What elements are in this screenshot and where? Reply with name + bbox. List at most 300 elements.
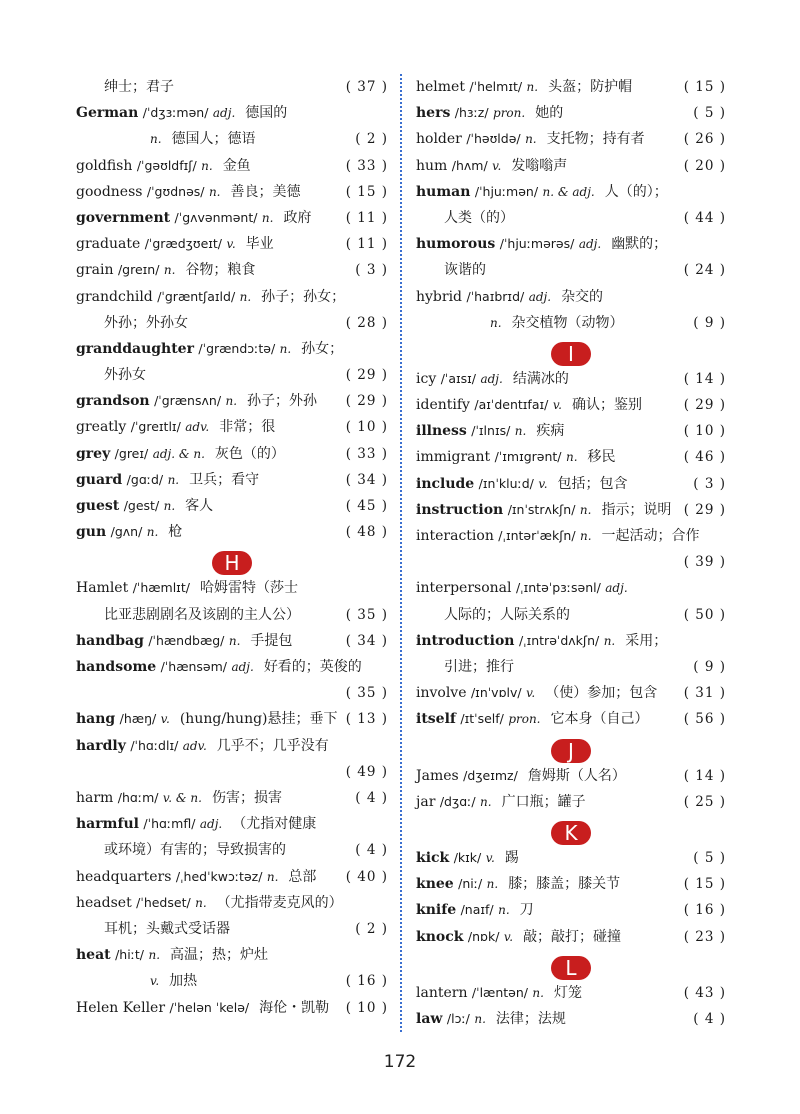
dictionary-entry: [416, 684, 726, 710]
page-ref-number: 25: [695, 793, 715, 810]
page-ref: ( 43 ): [683, 984, 726, 1001]
dictionary-entry: [416, 632, 726, 684]
dictionary-entry: [76, 946, 388, 998]
dictionary-entry: [76, 235, 388, 261]
page-ref: ( 35 ): [345, 685, 388, 702]
meaning: 德国的: [245, 105, 288, 122]
part-of-speech: pron.: [508, 712, 541, 727]
meaning: 踢: [504, 849, 519, 866]
dictionary-entry: [416, 875, 726, 901]
page-ref-number: 14: [695, 370, 715, 387]
dictionary-entry: [416, 130, 726, 156]
entry-main-line: [76, 789, 282, 807]
phonetic: /ˈhjuːmən/: [474, 183, 539, 199]
page-ref-number: 29: [357, 393, 377, 410]
dictionary-entry: [416, 288, 726, 340]
dictionary-entry: [76, 737, 388, 789]
dictionary-entry: [76, 288, 388, 340]
part-of-speech: adj. & n.: [152, 446, 205, 461]
page-ref-number: 45: [357, 498, 377, 515]
meaning: 孙女；: [301, 340, 344, 357]
page-ref-number: 14: [695, 767, 715, 784]
meaning: 灯笼: [553, 984, 582, 1001]
page-ref: ( 3 ): [693, 475, 726, 492]
part-of-speech: n.: [195, 895, 207, 910]
phonetic: /naɪf/: [460, 902, 494, 918]
dictionary-entry: [416, 767, 726, 793]
entry-continuation-line: [104, 314, 188, 332]
meaning: 谷物；粮食: [185, 262, 256, 279]
headword: Hamlet: [76, 580, 129, 597]
meaning: 支托物；持有者: [546, 131, 645, 148]
headword: identify: [416, 397, 470, 414]
page-ref: ( 33 ): [345, 157, 388, 174]
meaning: 外孙女: [104, 367, 146, 384]
meaning: 政府: [283, 209, 312, 226]
meaning: 刀: [519, 902, 534, 919]
phonetic: /ˈgrænsʌn/: [154, 393, 222, 409]
entry-continuation-line: [150, 972, 197, 990]
page-ref: ( 48 ): [345, 524, 388, 541]
meaning: 发嗡嗡声: [511, 157, 568, 174]
headword: headset: [76, 894, 132, 911]
phonetic: /ˈdʒɜːmən/: [142, 105, 209, 121]
page-ref: ( 31 ): [683, 685, 726, 702]
entry-main-line: [416, 684, 657, 702]
page-ref: ( 20 ): [683, 157, 726, 174]
meaning: 哈姆雷特（莎士: [199, 580, 298, 597]
phonetic: /ɪnˈstrʌkʃn/: [507, 501, 576, 517]
page-ref: ( 34 ): [345, 632, 388, 649]
headword: goldfish: [76, 157, 133, 174]
page-ref: ( 26 ): [683, 131, 726, 148]
entry-continuation-line: [104, 841, 286, 859]
headword: lantern: [416, 984, 468, 1001]
phonetic: /gɑːd/: [126, 471, 164, 487]
meaning: 人际的；人际关系的: [444, 606, 570, 623]
headword: James: [416, 767, 459, 784]
dictionary-entry: [76, 999, 388, 1025]
entry-continuation-line: [490, 314, 624, 332]
part-of-speech: v.: [150, 974, 160, 989]
meaning: 引进；推行: [444, 659, 514, 676]
dictionary-entry: [76, 789, 388, 815]
page-ref-number: 29: [695, 397, 715, 414]
meaning: 詹姆斯（人名）: [527, 767, 626, 784]
part-of-speech: n.: [239, 289, 252, 304]
phonetic: /kɪk/: [453, 849, 482, 865]
page-ref: ( 11 ): [345, 209, 388, 226]
dictionary-entry: [416, 104, 726, 130]
page-ref-number: 29: [695, 501, 715, 518]
phonetic: /ˈgʌvənmənt/: [174, 209, 258, 225]
page-ref-number: 4: [366, 842, 377, 859]
dictionary-entry: [76, 392, 388, 418]
phonetic: /ˈhelmɪt/: [469, 79, 523, 94]
part-of-speech: v.: [485, 850, 495, 865]
page-ref-number: 11: [357, 209, 377, 226]
phonetic: /ˈgəʊldfɪʃ/: [136, 157, 197, 173]
entry-main-line: [416, 527, 700, 545]
headword: handsome: [76, 659, 157, 675]
page-ref-number: 29: [357, 367, 377, 384]
section-letter-badge: I: [551, 342, 591, 366]
phonetic: /ˈhedset/: [136, 894, 191, 910]
page-ref-number: 26: [695, 131, 715, 148]
meaning: 好看的；英俊的: [263, 659, 362, 675]
entry-main-line: [416, 396, 642, 414]
phonetic: /dʒeɪmz/: [463, 767, 518, 783]
headword: immigrant: [416, 449, 491, 466]
entry-main-line: [76, 946, 268, 964]
page-ref: ( 4 ): [693, 1010, 726, 1027]
meaning: 或环境）有害的；导致损害的: [104, 842, 286, 859]
page-ref: ( 33 ): [345, 445, 388, 462]
entry-main-line: [76, 445, 285, 463]
entry-continuation-line: [444, 658, 514, 676]
page-ref: ( 5 ): [693, 849, 726, 866]
page-ref-number: 3: [704, 475, 715, 492]
part-of-speech: n.: [225, 394, 238, 409]
entry-main-line: [416, 475, 628, 493]
part-of-speech: n.: [474, 1011, 486, 1026]
part-of-speech: adv.: [185, 420, 210, 435]
meaning: 毕业: [245, 236, 274, 253]
phonetic: /ˈaɪsɪ/: [440, 370, 477, 386]
entry-main-line: [416, 767, 626, 785]
part-of-speech: v.: [492, 158, 502, 173]
entry-main-line: [416, 793, 586, 811]
entry-main-line: [76, 392, 317, 410]
headword: German: [76, 105, 139, 122]
entry-continuation-line: [104, 78, 174, 96]
letter-section-header: [416, 737, 726, 767]
meaning: 诙谐的: [444, 262, 486, 279]
meaning: 包括；包含: [557, 475, 628, 492]
part-of-speech: n.: [526, 80, 539, 94]
dictionary-entry: [416, 501, 726, 527]
entry-main-line: [416, 183, 668, 201]
meaning: 德国人；德语: [171, 131, 256, 148]
phonetic: /ˈhjuːmərəs/: [499, 236, 575, 252]
page-ref: ( 50 ): [683, 606, 726, 623]
phonetic: /ˈhaɪbrɪd/: [466, 288, 525, 304]
part-of-speech: n.: [579, 529, 592, 544]
dictionary-entry: [416, 527, 726, 579]
phonetic: /ɪtˈself/: [460, 711, 504, 727]
headword: hardly: [76, 737, 126, 754]
part-of-speech: n.: [148, 948, 161, 963]
part-of-speech: n.: [167, 472, 180, 487]
headword: hers: [416, 105, 451, 122]
meaning: 总部: [288, 868, 317, 885]
page-ref-number: 15: [695, 79, 715, 95]
page-ref-number: 28: [357, 314, 377, 331]
part-of-speech: n.: [490, 315, 502, 330]
dictionary-entry: [76, 78, 388, 104]
page-ref: ( 23 ): [683, 928, 726, 945]
meaning: 海伦・凯勒: [259, 999, 330, 1016]
entry-main-line: [416, 579, 628, 597]
headword: heat: [76, 947, 111, 964]
part-of-speech: adv.: [182, 738, 207, 753]
headword: knee: [416, 876, 454, 893]
entry-main-line: [416, 632, 667, 650]
letter-section-header: [416, 954, 726, 984]
meaning: 手提包: [250, 632, 293, 649]
phonetic: /ˈgrændɔːtə/: [198, 340, 276, 356]
page-ref-number: 3: [366, 262, 377, 279]
meaning: 杂交植物（动物）: [511, 314, 624, 331]
page-ref-number: 34: [357, 471, 377, 488]
left-column: [76, 78, 388, 1025]
page-ref: ( 5 ): [693, 105, 726, 122]
page-ref: ( 10 ): [345, 999, 388, 1016]
headword: kick: [416, 849, 450, 866]
page-ref: ( 24 ): [683, 262, 726, 279]
headword: grandson: [76, 393, 150, 410]
page-ref-number: 16: [357, 973, 377, 990]
entry-main-line: [76, 157, 251, 175]
headword: introduction: [416, 632, 515, 649]
entry-main-line: [76, 815, 316, 833]
dictionary-entry: [76, 157, 388, 183]
page-ref: ( 29 ): [683, 501, 726, 518]
dictionary-entry: [416, 370, 726, 396]
entry-continuation-line: [444, 261, 486, 279]
dictionary-entry: [76, 868, 388, 894]
headword: hybrid: [416, 288, 463, 305]
meaning: 客人: [185, 498, 214, 515]
headword: handbag: [76, 632, 144, 649]
dictionary-entry: [416, 78, 726, 104]
headword: illness: [416, 423, 467, 440]
headword: goodness: [76, 183, 143, 200]
dictionary-entry: [416, 396, 726, 422]
entry-main-line: [76, 235, 274, 253]
dictionary-entry: [76, 815, 388, 867]
headword: human: [416, 183, 471, 200]
page-ref: ( 39 ): [683, 554, 726, 571]
meaning: 她的: [535, 105, 564, 122]
phonetic: /nɒk/: [467, 928, 500, 944]
entry-main-line: [416, 235, 667, 253]
headword: interpersonal: [416, 580, 512, 597]
phonetic: /ˈhæmlɪt/: [132, 580, 190, 596]
part-of-speech: n.: [228, 633, 241, 648]
page-ref-number: 11: [357, 236, 377, 253]
meaning: 膝；膝盖；膝关节: [508, 876, 621, 893]
dictionary-entry: [76, 523, 388, 549]
page-ref: ( 29 ): [345, 367, 388, 384]
part-of-speech: n.: [201, 158, 213, 173]
entry-main-line: [76, 471, 259, 489]
part-of-speech: n.: [261, 210, 274, 225]
page-ref-number: 9: [704, 659, 715, 676]
phonetic: /gest/: [123, 498, 160, 514]
headword: granddaughter: [76, 340, 194, 357]
page-ref-number: 9: [704, 314, 715, 331]
dictionary-entry: [76, 632, 388, 658]
headword: knife: [416, 902, 457, 919]
entry-main-line: [76, 710, 338, 728]
phonetic: /dʒɑː/: [439, 793, 476, 809]
dictionary-entry: [76, 340, 388, 392]
headword: grey: [76, 445, 111, 462]
dictionary-entry: [76, 418, 388, 444]
meaning: 卫兵；看守: [189, 471, 260, 488]
headword: grain: [76, 262, 114, 279]
dictionary-entry: [76, 209, 388, 235]
page-ref-number: 10: [357, 419, 377, 436]
page-ref: ( 28 ): [345, 314, 388, 331]
entry-continuation-line: [104, 920, 230, 938]
headword: hang: [76, 711, 116, 728]
page-ref: ( 9 ): [693, 314, 726, 331]
page-ref-number: 4: [704, 1010, 715, 1027]
page-ref-number: 2: [366, 131, 377, 148]
part-of-speech: n.: [525, 132, 537, 147]
phonetic: /aɪˈdentɪfaɪ/: [474, 397, 549, 413]
dictionary-entry: [416, 235, 726, 287]
page-ref: ( 10 ): [683, 423, 726, 440]
phonetic: /hɑːm/: [117, 789, 159, 805]
page-ref: ( 13 ): [345, 711, 388, 728]
meaning: 加热: [169, 973, 198, 990]
entry-main-line: [416, 928, 621, 946]
entry-main-line: [76, 183, 300, 201]
dictionary-entry: [76, 261, 388, 287]
entry-continuation-line: [104, 366, 146, 384]
entry-main-line: [416, 288, 603, 306]
headword: jar: [416, 793, 436, 810]
page-ref: ( 4 ): [355, 789, 388, 806]
part-of-speech: v. & n.: [162, 790, 202, 805]
dictionary-entry: [76, 710, 388, 736]
page-ref-number: 40: [357, 868, 377, 885]
page-ref-number: 44: [695, 209, 715, 226]
entry-main-line: [416, 501, 671, 519]
page-ref-number: 33: [357, 445, 377, 462]
part-of-speech: n.: [486, 877, 499, 892]
meaning: 它本身（自己）: [550, 711, 649, 728]
dictionary-entry: [76, 104, 388, 156]
entry-main-line: [76, 288, 345, 306]
phonetic: /ˈgræntʃaɪld/: [157, 288, 236, 304]
part-of-speech: v.: [538, 476, 548, 491]
page-ref-number: 15: [357, 183, 377, 200]
part-of-speech: n.: [514, 424, 527, 439]
page-ref-number: 31: [695, 685, 715, 702]
dictionary-entry: [416, 422, 726, 448]
page-ref: ( 2 ): [355, 920, 388, 937]
part-of-speech: n.: [603, 633, 616, 648]
page-ref-number: 50: [695, 606, 715, 623]
dictionary-entry: [416, 793, 726, 819]
meaning: （尤指带麦克风的）: [216, 894, 343, 911]
headword: guest: [76, 498, 120, 515]
page-ref-number: 16: [695, 902, 715, 919]
dictionary-entry: [416, 475, 726, 501]
meaning: 伤害；损害: [211, 789, 282, 806]
part-of-speech: n.: [208, 184, 221, 199]
page-ref-number: 48: [357, 524, 377, 541]
headword: hum: [416, 157, 448, 174]
headword: guard: [76, 471, 123, 488]
headword: government: [76, 209, 171, 226]
headword: grandchild: [76, 288, 153, 305]
entry-main-line: [416, 370, 569, 388]
phonetic: /ˈgʊdnəs/: [146, 183, 205, 199]
dictionary-entry: [416, 157, 726, 183]
page-ref-number: 34: [357, 632, 377, 649]
part-of-speech: adj.: [231, 660, 254, 674]
page-ref-number: 10: [695, 423, 715, 440]
meaning: 指示；说明: [601, 501, 672, 518]
meaning: 几乎不；几乎没有: [216, 737, 329, 754]
part-of-speech: v.: [552, 398, 562, 413]
page-number: 172: [383, 1052, 417, 1072]
phonetic: /hʌm/: [451, 157, 488, 173]
section-letter-badge: J: [551, 739, 591, 763]
page-ref-number: 20: [695, 157, 715, 174]
page-ref: ( 9 ): [693, 659, 726, 676]
meaning: 耳机；头戴式受话器: [104, 920, 230, 937]
page-ref: ( 15 ): [683, 79, 726, 95]
entry-main-line: [416, 901, 534, 919]
dictionary-entry: [76, 894, 388, 946]
entry-continuation-line: [444, 606, 570, 624]
headword: harmful: [76, 816, 139, 833]
phonetic: /ˈgreɪtlɪ/: [130, 419, 181, 435]
entry-main-line: [416, 1010, 566, 1028]
meaning: 善良；美德: [230, 183, 301, 200]
entry-main-line: [76, 632, 292, 650]
meaning: 金鱼: [222, 157, 251, 174]
meaning: 敲；敲打；碰撞: [523, 928, 622, 945]
section-letter-badge: H: [212, 551, 252, 575]
phonetic: /ˈhænsəm/: [160, 659, 227, 674]
meaning: 比亚悲剧剧名及该剧的主人公）: [104, 606, 300, 623]
phonetic: /ˌɪntərˈækʃn/: [498, 528, 576, 544]
entry-main-line: [76, 418, 275, 436]
entry-main-line: [416, 78, 632, 96]
page-ref: ( 3 ): [355, 262, 388, 279]
phonetic: /ˌɪntəˈpɜːsənl/: [515, 580, 601, 596]
headword: headquarters: [76, 868, 172, 885]
page-ref: ( 16 ): [345, 973, 388, 990]
page-ref: ( 29 ): [683, 397, 726, 414]
page-ref-number: 5: [704, 105, 715, 122]
meaning: (hung/hung)悬挂；垂下: [179, 711, 338, 728]
dictionary-entry: [76, 471, 388, 497]
section-letter-badge: L: [551, 956, 591, 980]
part-of-speech: adj.: [212, 106, 236, 121]
entry-main-line: [416, 448, 616, 466]
entry-main-line: [76, 261, 255, 279]
phonetic: /hæŋ/: [119, 711, 157, 727]
headword: knock: [416, 928, 464, 945]
headword: icy: [416, 370, 437, 387]
meaning: 枪: [168, 524, 183, 541]
part-of-speech: v.: [160, 712, 170, 727]
headword: interaction: [416, 528, 494, 545]
page-ref: ( 25 ): [683, 793, 726, 810]
phonetic: /niː/: [458, 876, 483, 892]
entry-continuation-line: [150, 130, 256, 148]
dictionary-entry: [76, 579, 388, 631]
entry-main-line: [416, 422, 564, 440]
